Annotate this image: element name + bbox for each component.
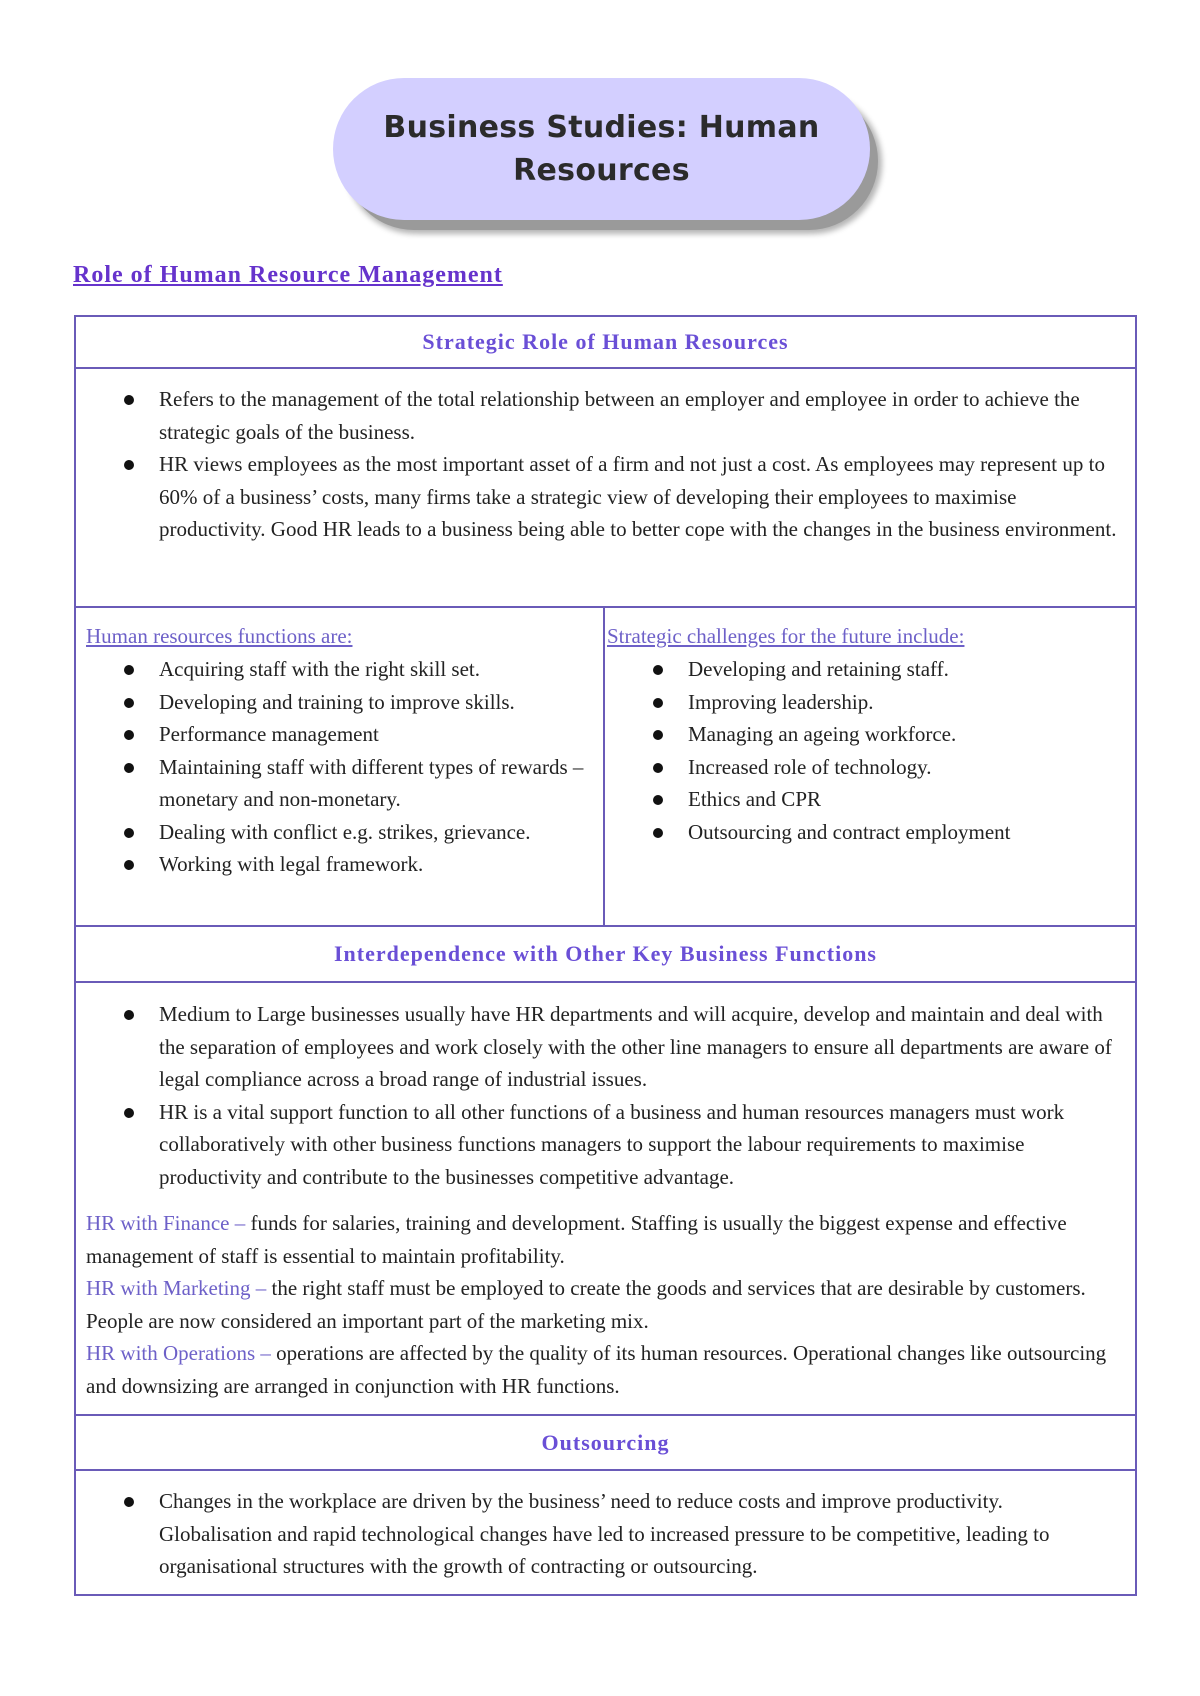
functions-label: Human resources functions are:	[86, 624, 353, 648]
hr-marketing	[76, 1272, 1135, 1337]
interdependence-list	[76, 998, 1135, 1193]
list-item: Outsourcing and contract employment	[605, 816, 1125, 849]
list-item: Working with legal framework.	[76, 848, 593, 881]
list-item: Developing and training to improve skills.	[76, 686, 593, 719]
challenges-label: Strategic challenges for the future include:	[607, 624, 965, 648]
list-item: Dealing with conflict e.g. strikes, grievance.	[76, 816, 593, 849]
hr-finance-label: HR with Finance –	[86, 1211, 246, 1235]
list-item: Medium to Large businesses usually have HR departments and will acquire, develop and maintain and deal with the separation of employees and work closely with the other line managers to ensure all departments are aware of legal compliance across a broad range of industrial issues.	[76, 998, 1121, 1096]
challenges-list	[605, 653, 1135, 848]
list-item: Managing an ageing workforce.	[605, 718, 1125, 751]
functions-challenges-row	[76, 608, 1135, 927]
list-item: Refers to the management of the total relationship between an employer and employee in order to achieve the strategic goals of the business.	[76, 383, 1121, 448]
hr-marketing-text: the right staff must be employed to create the goods and services that are desirable by customers. People are now considered an important part of the marketing mix.	[86, 1276, 1086, 1333]
hr-finance	[76, 1207, 1135, 1272]
hr-marketing-label: HR with Marketing –	[86, 1276, 267, 1300]
strategic-list	[76, 383, 1135, 546]
interdependence-body	[76, 983, 1135, 1416]
title-line-1: Business Studies: Human	[383, 110, 820, 145]
outsourcing-heading: Outsourcing	[76, 1416, 1135, 1471]
list-item: HR is a vital support function to all other functions of a business and human resources managers must work collaboratively with other business functions managers to support the labour requirements to maximise productivity and contribute to the businesses competitive advantage.	[76, 1096, 1121, 1194]
hr-finance-text: funds for salaries, training and development. Staffing is usually the biggest expense and effective management of staff is essential to maintain profitability.	[86, 1211, 1067, 1268]
functions-column	[76, 608, 605, 925]
hr-operations-text: operations are affected by the quality of its human resources. Operational changes like outsourcing and downsizing are arranged in conjunction with HR functions.	[86, 1341, 1107, 1398]
hr-operations-label: HR with Operations –	[86, 1341, 271, 1365]
list-item: Maintaining staff with different types of rewards – monetary and non-monetary.	[76, 751, 593, 816]
outsourcing-body	[76, 1471, 1135, 1596]
interdependence-heading: Interdependence with Other Key Business Functions	[76, 927, 1135, 983]
list-item: HR views employees as the most important asset of a firm and not just a cost. As employees may represent up to 60% of a business’ costs, many firms take a strategic view of developing their employees to maximise productivity. Good HR leads to a business being able to better cope with the changes in the business environment.	[76, 448, 1121, 546]
strategic-body	[76, 369, 1135, 608]
list-item: Improving leadership.	[605, 686, 1125, 719]
list-item: Developing and retaining staff.	[605, 653, 1125, 686]
strategic-heading: Strategic Role of Human Resources	[76, 317, 1135, 369]
hr-operations	[76, 1337, 1135, 1402]
outsourcing-list	[76, 1485, 1135, 1583]
list-item: Performance management	[76, 718, 593, 751]
page-title	[383, 106, 819, 192]
title-line-2: Resources	[513, 153, 690, 188]
functions-list	[76, 653, 603, 881]
challenges-column	[605, 608, 1135, 925]
list-item: Changes in the workplace are driven by the business’ need to reduce costs and improve productivity. Globalisation and rapid technological changes have led to increased pressure to be competitive, leading to organisational structures with the growth of contracting or outsourcing.	[76, 1485, 1095, 1583]
list-item: Increased role of technology.	[605, 751, 1125, 784]
list-item: Acquiring staff with the right skill set.	[76, 653, 593, 686]
section-heading: Role of Human Resource Management	[73, 262, 503, 288]
title-banner	[333, 78, 870, 220]
list-item: Ethics and CPR	[605, 783, 1125, 816]
content-table	[74, 315, 1137, 1596]
